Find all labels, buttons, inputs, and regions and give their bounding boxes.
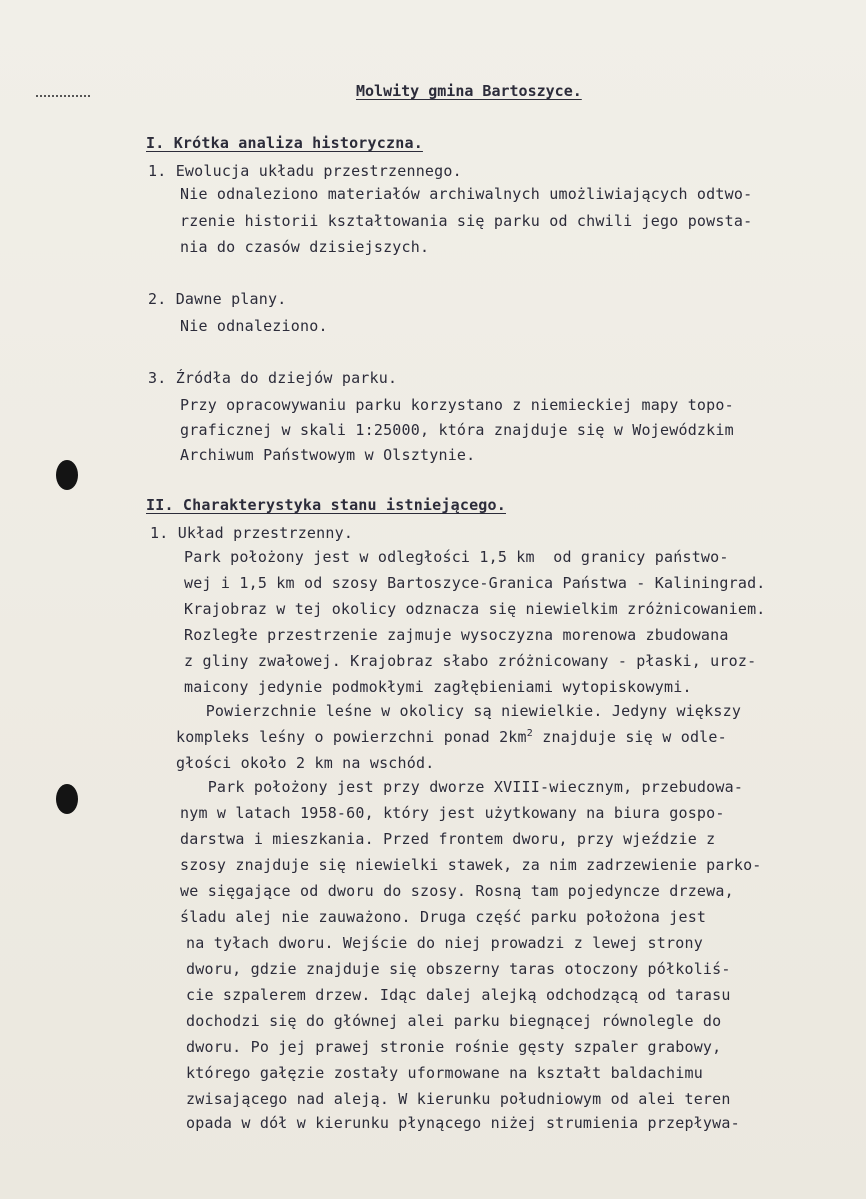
item-heading: 1. Ewolucja układu przestrzennego.	[148, 162, 462, 180]
text-line: maicony jedynie podmokłymi zagłębieniami wytopiskowymi.	[184, 678, 692, 696]
text-line: dochodzi się do głównej alei parku biegnącej równolegle do	[186, 1012, 722, 1030]
text-line: wej i 1,5 km od szosy Bartoszyce-Granica Państwa - Kaliningrad.	[184, 574, 766, 592]
text-line: rzenie historii kształtowania się parku od chwili jego powsta-	[180, 212, 753, 230]
text-line: opada w dół w kierunku płynącego niżej strumienia przepływa-	[186, 1114, 740, 1132]
section-header: II. Charakterystyka stanu istniejącego.	[146, 496, 506, 514]
section-header: I. Krótka analiza historyczna.	[146, 134, 423, 152]
text-line: cie szpalerem drzew. Idąc dalej alejką odchodzącą od tarasu	[186, 986, 731, 1004]
text-line: Park położony jest przy dworze XVIII-wiecznym, przebudowa-	[180, 778, 744, 796]
text-line: we sięgające od dworu do szosy. Rosną tam pojedyncze drzewa,	[180, 882, 734, 900]
text-line: którego gałęzie zostały uformowane na kształt baldachimu	[186, 1064, 703, 1082]
text-line: nym w latach 1958-60, który jest użytkowany na biura gospo-	[180, 804, 725, 822]
text-line: darstwa i mieszkania. Przed frontem dworu, przy wjeździe z	[180, 830, 716, 848]
superscript: 2	[526, 728, 534, 739]
text-line: Nie odnaleziono materiałów archiwalnych umożliwiających odtwo-	[180, 185, 753, 203]
pencil-mark	[36, 95, 90, 99]
text-fragment: kompleks leśny o powierzchni ponad 2km	[176, 728, 527, 746]
text-line: głości około 2 km na wschód.	[176, 754, 435, 772]
text-fragment: znajduje się w odle-	[533, 728, 727, 746]
text-line: Krajobraz w tej okolicy odznacza się niewielkim zróżnicowaniem.	[184, 600, 766, 618]
text-line: dworu. Po jej prawej stronie rośnie gęsty szpaler grabowy,	[186, 1038, 722, 1056]
text-line: graficznej w skali 1:25000, która znajduje się w Wojewódzkim	[180, 421, 734, 439]
text-line: śladu alej nie zauważono. Druga część parku położona jest	[180, 908, 707, 926]
text-line	[176, 730, 727, 745]
text-line: szosy znajduje się niewielki stawek, za nim zadrzewienie parko-	[180, 856, 762, 874]
text-line: Park położony jest w odległości 1,5 km od granicy państwo-	[184, 548, 729, 566]
text-line: Archiwum Państwowym w Olsztynie.	[180, 446, 476, 464]
item-heading: 1. Układ przestrzenny.	[150, 524, 354, 542]
text-line: dworu, gdzie znajduje się obszerny taras otoczony półkoliś-	[186, 960, 731, 978]
item-heading: 2. Dawne plany.	[148, 290, 287, 308]
text-line: z gliny zwałowej. Krajobraz słabo zróżnicowany - płaski, uroz-	[184, 652, 757, 670]
punch-hole-bottom	[56, 784, 78, 814]
text-line: nia do czasów dzisiejszych.	[180, 238, 430, 256]
item-heading: 3. Źródła do dziejów parku.	[148, 369, 398, 387]
text-line: Rozległe przestrzenie zajmuje wysoczyzna morenowa zbudowana	[184, 626, 729, 644]
punch-hole-top	[56, 460, 78, 490]
text-line: Przy opracowywaniu parku korzystano z niemieckiej mapy topo-	[180, 396, 734, 414]
text-line: Powierzchnie leśne w okolicy są niewielkie. Jedyny większy	[178, 702, 742, 720]
text-line: na tyłach dworu. Wejście do niej prowadzi z lewej strony	[186, 934, 703, 952]
text-line: zwisającego nad aleją. W kierunku południowym od alei teren	[186, 1090, 731, 1108]
text-line: Nie odnaleziono.	[180, 317, 328, 335]
document-title: Molwity gmina Bartoszyce.	[356, 82, 582, 100]
